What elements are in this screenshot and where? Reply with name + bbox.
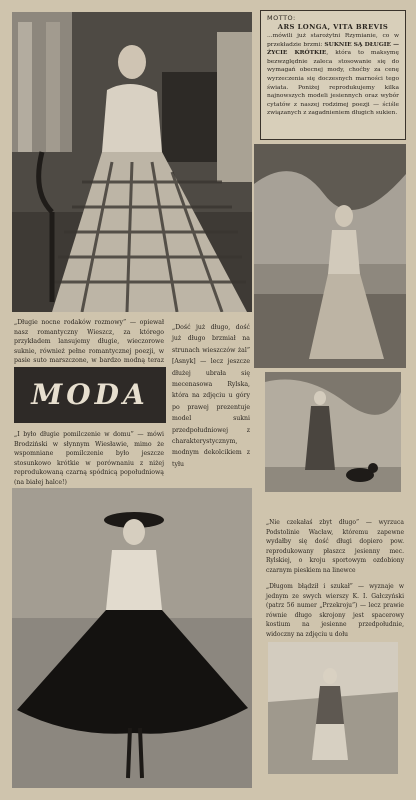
coat-dog-illustration [265,372,401,492]
moda-banner: MODA [14,367,166,423]
photo-backless-dress [254,144,406,368]
motto-title: ARS LONGA, VITA BREVIS [277,23,389,31]
evening-gown-illustration [12,12,252,312]
caption-wieslaw: „I było długie pomilczenie w domu” — mówi Brodziński w słynnym Wiesławie, mimo że wspomniane pomilczenie było jeszcze stosunkowo krótkie w porównaniu z niżej reprodukowaną czarną spódnicą popołudniową (na białej halce!) [14,431,164,486]
motto-label: MOTTO: [267,14,296,22]
caption-wieszcz: „Długie nocne rodaków rozmowy” — opiewał nasz romantyczny Wieszcz, za którego przykładem lansujemy długie, wieczorowe suknie, również pełne romantycznej poezji, w pasie suto marszczone, w bardzo modną teraz [14,319,164,365]
motto-box [260,10,406,140]
caption-struny: „Dość już długo, dość już długo brzmiał na strunach wieszczów żal” [Asnyk] — lecz jeszcze dłużej ubrała się mecenasowa Rylska, która na zdjęciu u góry po prawej prezentuje model sukni przedpołudniowej z charakterystycznym, modnym dekolcikiem z tyłu [172,324,250,468]
photo-walking-suit [268,642,398,774]
motto-body: ...mówili już starożytni Rzymianie, co w przekładzie brzmi: SUKNIE SĄ DŁUGIE — ŻYCIE KRÓTKIE, która to maksymę bezwzględnie zaleca stosowanie się do wymagań obecnej mody, choćby za cenę wyrzeczenia się doczesnych marności tego świata. Poniżej reprodukujemy kilka najnowszych modeli jesiennych oraz wybór cytatów z naszej rodzimej poezji — ściśle związanych z zagadnieniem długich sukien. [267,33,399,117]
backless-dress-illustration [254,144,406,368]
caption-galczynski: „Długom błądził i szukał” — wyznaje w jednym ze swych wierszy K. I. Gałczyński (patrz 56 numer „Przekroju”) — lecz prawie równie długo skrojony jest spacerowy kostium na jesienne przedpołudnie, widoczny na zdjęciu u dołu [266,583,404,638]
photo-black-skirt [12,488,252,788]
photo-checked-evening-gown [12,12,252,312]
walking-suit-illustration [268,642,398,774]
photo-coat-with-dog [265,372,401,492]
black-skirt-illustration [12,488,252,788]
caption-podstolina: „Nie czekałaś zbyt długo” — wyrzuca Podstolinie Wacław, któremu zapewne wydałby się dość długi dopiero pow. reprodukowany płaszcz jesienny mec. Rylskiej, o kroju sportowym ozdobiony czarnym pieskiem na linewce [266,519,404,574]
